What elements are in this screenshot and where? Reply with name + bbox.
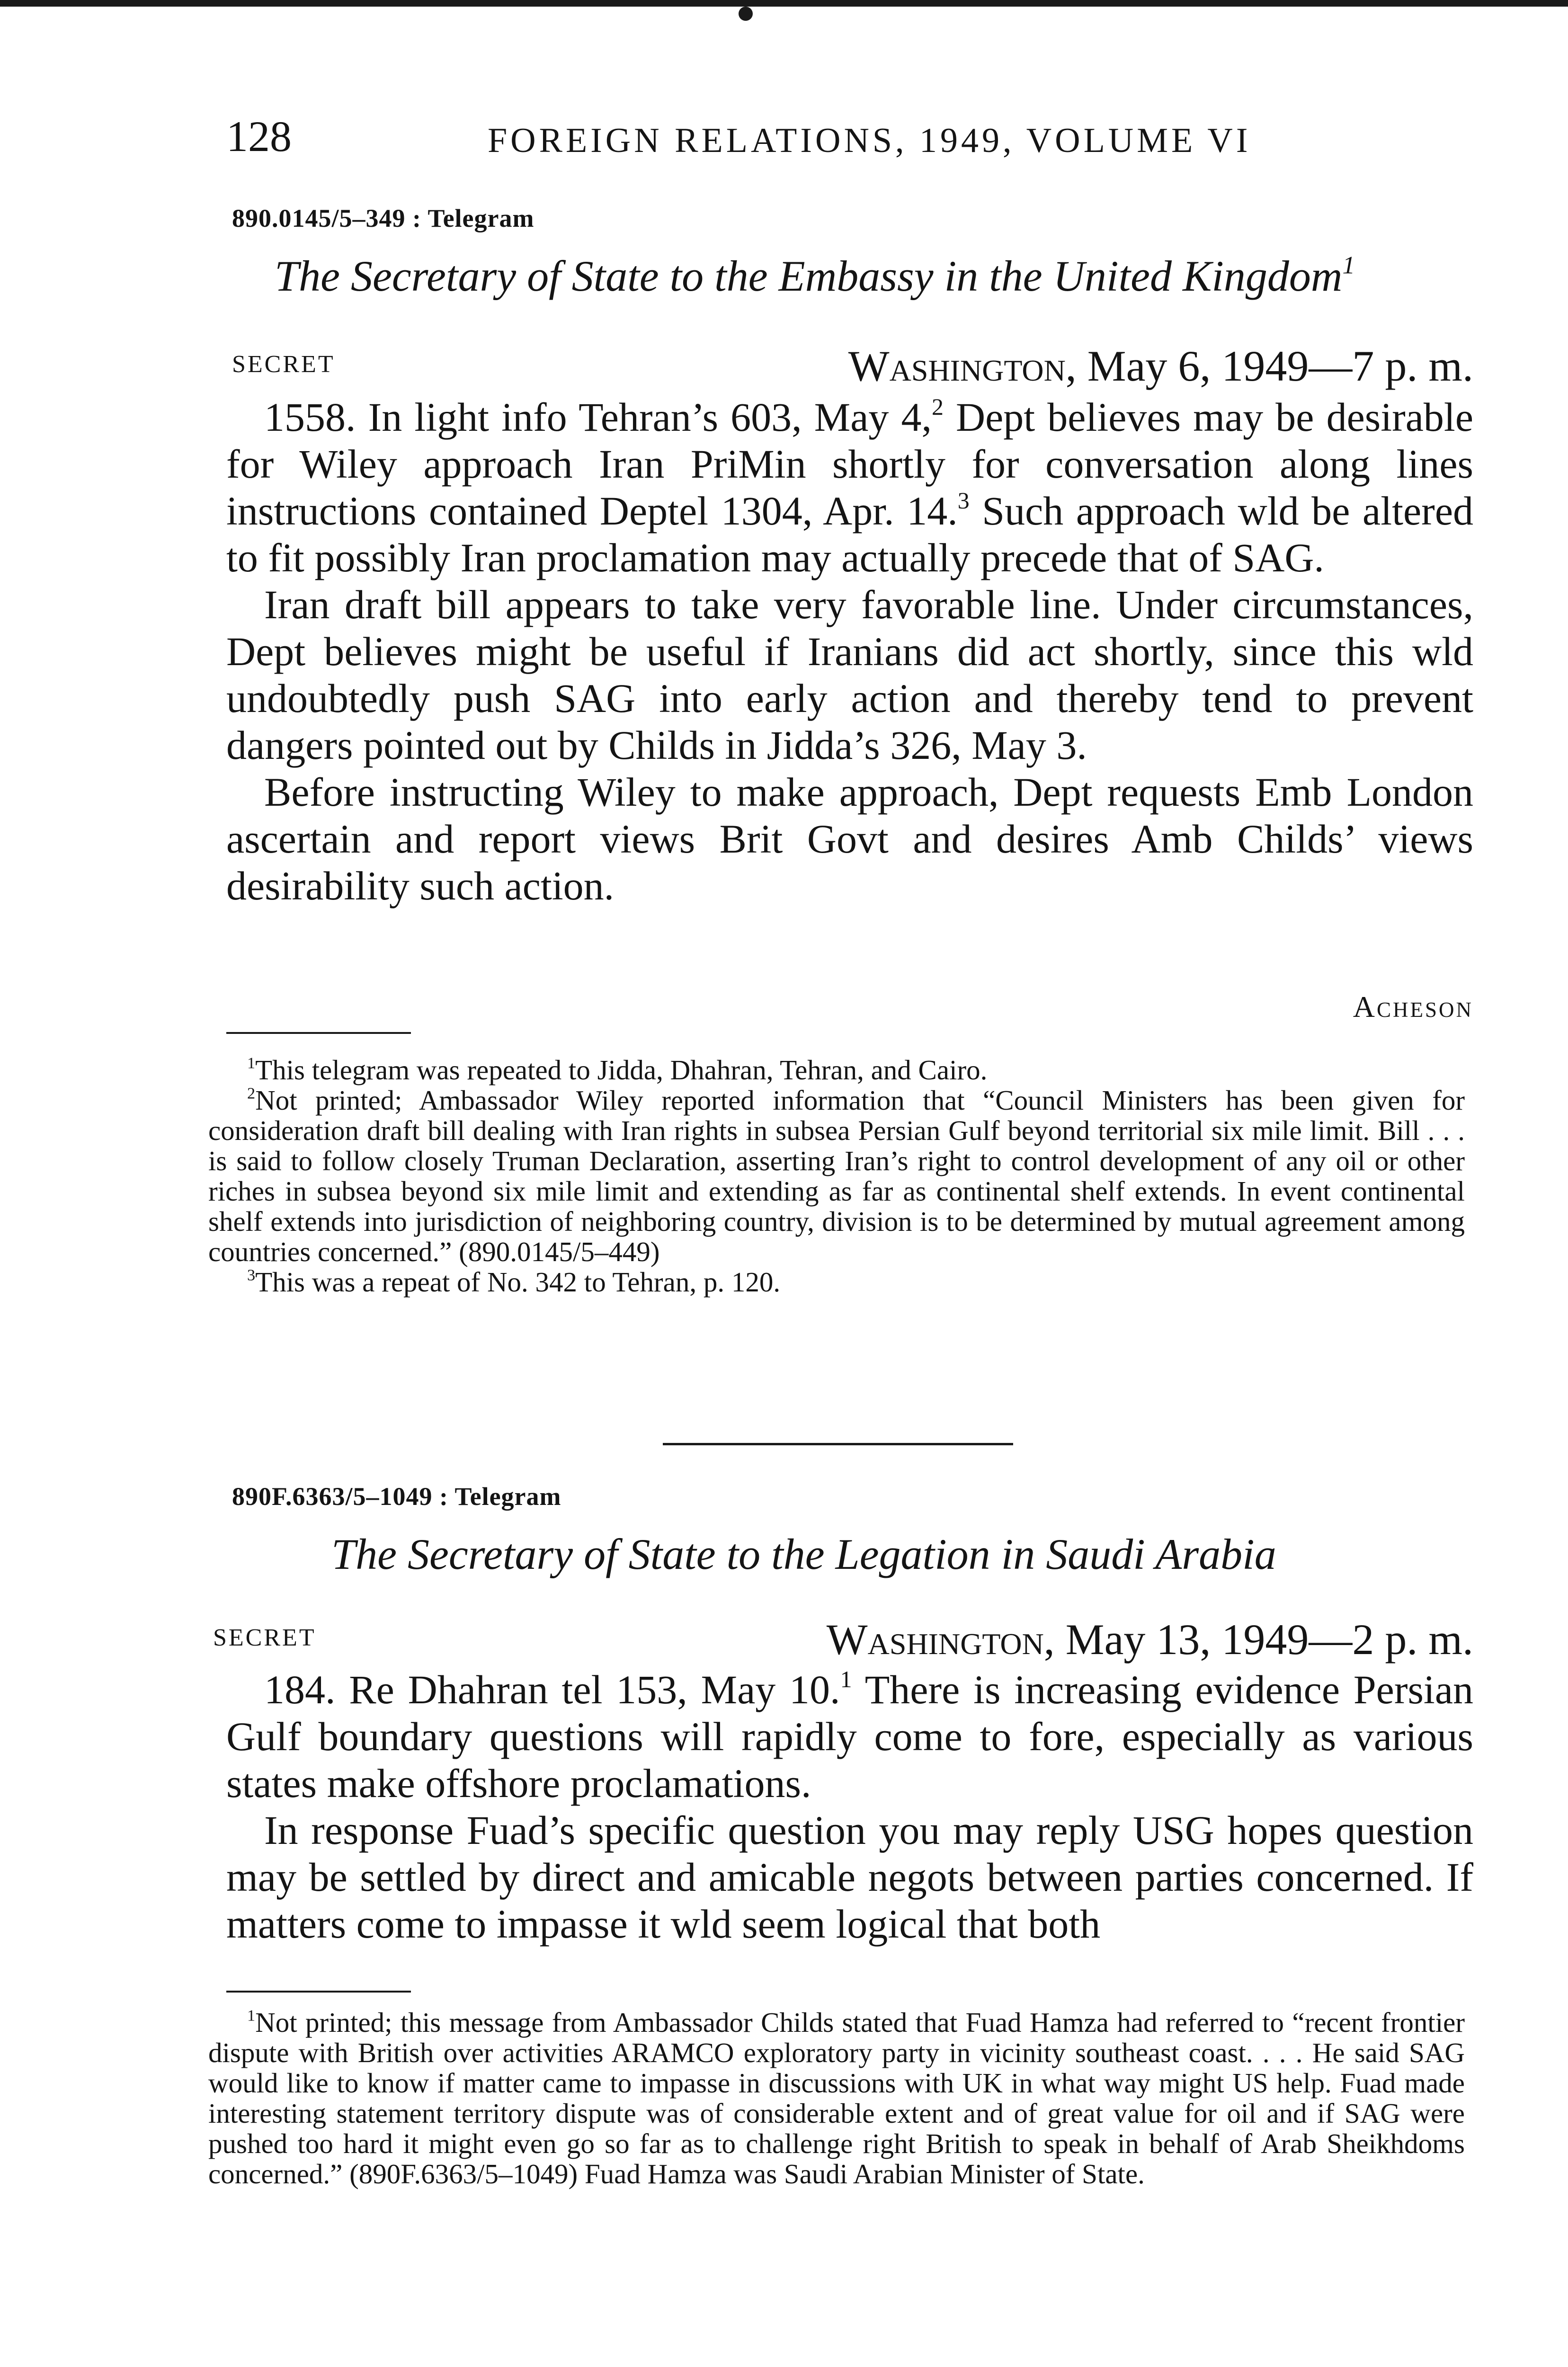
doc2-footnote-ref-1: 1 — [840, 1666, 852, 1693]
running-head: FOREIGN RELATIONS, 1949, VOLUME VI — [488, 121, 1251, 160]
doc2-place: Washington, — [826, 1615, 1055, 1664]
doc1-p1-part-a: 1558. In light info Tehran’s 603, May 4, — [264, 394, 932, 440]
doc2-p1-part-a: 184. Re Dhahran tel 153, May 10. — [264, 1667, 840, 1712]
doc1-place: Washington, — [848, 342, 1077, 390]
doc1-footnote-1-text: This telegram was repeated to Jidda, Dhahran, Tehran, and Cairo. — [255, 1054, 988, 1086]
doc2-body — [226, 1666, 1473, 1948]
doc1-footnote-3 — [208, 1267, 1465, 1297]
doc1-footnote-ref-2: 2 — [931, 394, 944, 420]
page-number: 128 — [226, 112, 292, 160]
doc1-footnote-2 — [208, 1085, 1465, 1267]
doc1-file-ref: 890.0145/5–349 : Telegram — [232, 204, 535, 232]
doc1-title-text: The Secretary of State to the Embassy in the United Kingdom — [275, 252, 1343, 300]
doc1-footnote-rule — [226, 1032, 411, 1034]
section-divider — [663, 1443, 1013, 1445]
doc1-paragraph-3: Before instructing Wiley to make approach, Dept requests Emb London ascertain and report views Brit Govt and desires Amb Childs’ views desirability such action. — [226, 769, 1473, 908]
doc2-dateline — [827, 1614, 1473, 1664]
doc1-signature: Acheson — [1353, 990, 1473, 1023]
doc1-dateline — [848, 341, 1473, 391]
doc1-footnote-1-mark: 1 — [247, 1054, 256, 1072]
doc1-body — [226, 394, 1473, 909]
doc1-classification: SECRET — [232, 351, 335, 378]
doc2-paragraph-2: In response Fuad’s specific question you may reply USG hopes question may be settled by direct and amicable negots between parties concerned. If matters come to impasse it wld seem logical that both — [226, 1807, 1473, 1947]
doc2-title: The Secretary of State to the Legation in Saudi Arabia — [331, 1530, 1276, 1578]
doc1-footnotes — [208, 1055, 1465, 1297]
doc1-footnote-2-mark: 2 — [247, 1085, 256, 1103]
doc2-p1-part-b: There is increasing evidence Persian Gulf boundary questions will rapidly come to fore, especially as various states make offshore proclamations. — [226, 1667, 1474, 1806]
doc2-footnote-1-mark: 1 — [247, 2007, 256, 2025]
doc2-date: May 13, 1949—2 p. m. — [1065, 1615, 1473, 1664]
doc2-classification: SECRET — [213, 1624, 316, 1651]
doc1-p1-part-b: Dept believes may be desirable for Wiley approach Iran PriMin shortly for conversation along lines instructions contained Deptel 1304, Apr. 14. — [226, 394, 1473, 534]
doc1-footnote-ref-3: 3 — [957, 488, 970, 514]
page-top-mark — [739, 7, 753, 21]
doc1-paragraph-1 — [226, 394, 1473, 581]
doc2-footnote-1 — [208, 2007, 1465, 2189]
doc2-footnotes — [208, 2007, 1465, 2189]
doc1-footnote-3-mark: 3 — [247, 1266, 256, 1284]
doc2-file-ref: 890F.6363/5–1049 : Telegram — [232, 1482, 561, 1511]
doc2-footnote-1-text: Not printed; this message from Ambassador Childs stated that Fuad Hamza had referred to “recent frontier dispute with British over activities ARAMCO exploratory party in vicinity southeast coast. . . . He said SAG would like to know if matter came to impasse in discussions with UK in what way might US help. Fuad made interesting statement territory dispute was of considerable extent and of great value for oil and if SAG were pushed too hard it might even go so far as to challenge right British to speak in behalf of Arab Sheikhdoms concerned.” (890F.6363/5–1049) Fuad Hamza was Saudi Arabian Minister of State. — [208, 2007, 1465, 2189]
doc1-date: May 6, 1949—7 p. m. — [1087, 342, 1473, 390]
doc1-footnote-2-text: Not printed; Ambassador Wiley reported information that “Council Ministers has been given for consideration draft bill dealing with Iran rights in subsea Persian Gulf beyond territorial six mile limit. Bill . . . is said to follow closely Truman Declaration, asserting Iran’s right to control development of any oil or other riches in subsea beyond six mile limit and extending as far as continental shelf extends. In event continental shelf extends into jurisdiction of neighboring country, division is to be determined by mutual agreement among countries concerned.” (890.0145/5–449) — [208, 1085, 1465, 1267]
doc2-paragraph-1 — [226, 1666, 1473, 1807]
doc1-title — [275, 251, 1355, 301]
doc2-footnote-rule — [226, 1991, 411, 1993]
doc1-p1-part-c: Such approach wld be altered to fit possibly Iran proclamation may actually precede that of SAG. — [226, 488, 1473, 580]
page-top-border — [0, 0, 1568, 7]
doc1-paragraph-2: Iran draft bill appears to take very favorable line. Under circumstances, Dept believes might be useful if Iranians did act shortly, since this wld undoubtedly push SAG into early action and thereby tend to prevent dangers pointed out by Childs in Jidda’s 326, May 3. — [226, 582, 1473, 768]
doc1-footnote-3-text: This was a repeat of No. 342 to Tehran, p. 120. — [255, 1266, 781, 1298]
doc1-footnote-1 — [208, 1055, 1465, 1085]
doc1-title-footnote-mark: 1 — [1342, 250, 1355, 279]
